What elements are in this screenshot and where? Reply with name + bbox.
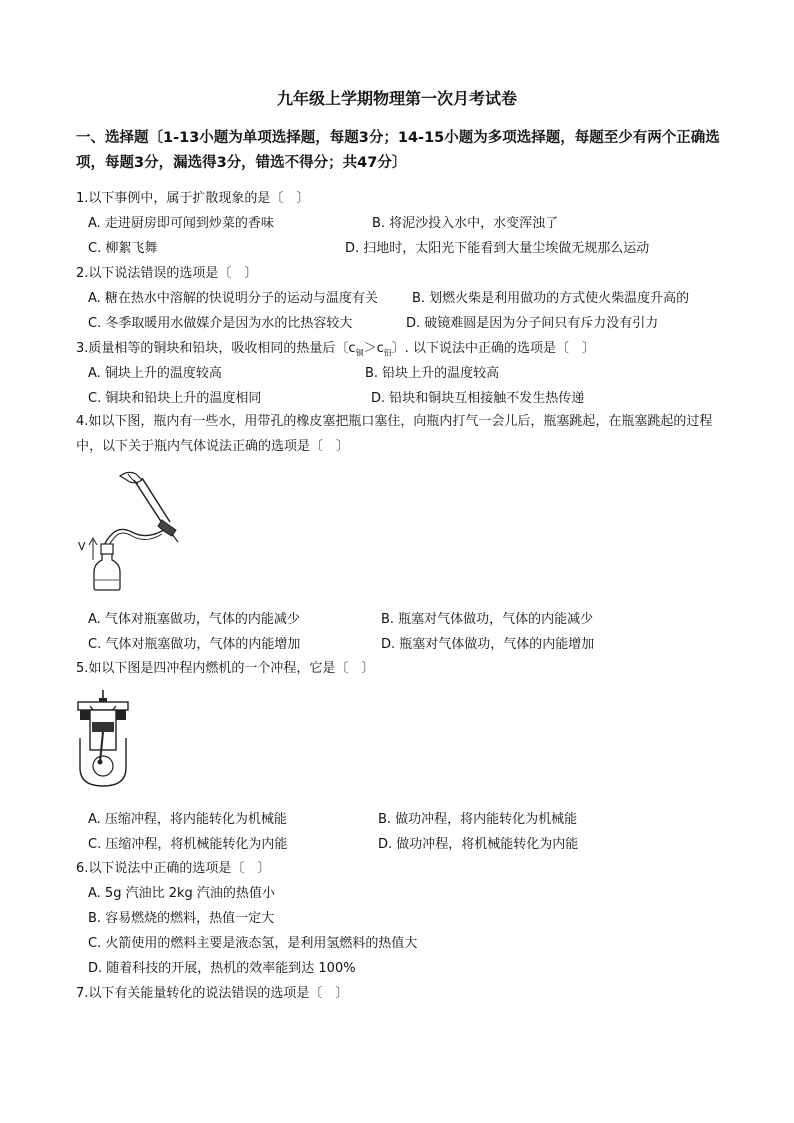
q6-option-c: C. 火箭使用的燃料主要是液态氢，是利用氢燃料的热值大 — [88, 936, 418, 951]
bottle-pump-figure — [76, 470, 186, 592]
q3-option-d: D. 铅块和铜块互相接触不发生热传递 — [371, 391, 585, 406]
q2-option-b: B. 划燃火柴是利用做功的方式使火柴温度升高的 — [412, 291, 690, 306]
q3-option-a: A. 铜块上升的温度较高 — [88, 366, 222, 381]
q3-sub-copper: 铜 — [355, 348, 364, 358]
q1-stem: 1.以下事例中，属于扩散现象的是〔 〕 — [76, 191, 310, 206]
q4-option-b: B. 瓶塞对气体做功，气体的内能减少 — [381, 612, 594, 627]
q4-option-a: A. 气体对瓶塞做功，气体的内能减少 — [88, 612, 300, 627]
q3-stem-post: 〕. 以下说法中正确的选项是〔 〕 — [391, 341, 595, 356]
q1-option-b: B. 将泥沙投入水中，水变浑浊了 — [372, 216, 559, 231]
q4-stem: 4.如以下图，瓶内有一些水，用带孔的橡皮塞把瓶口塞住，向瓶内打气一会儿后，瓶塞跳起，在瓶塞跳起的过程中，以下关于瓶内气体说法正确的选项是〔 〕 — [76, 414, 713, 454]
q5-option-b: B. 做功冲程，将内能转化为机械能 — [378, 812, 578, 827]
q3-stem — [76, 337, 595, 359]
q5-stem: 5.如以下图是四冲程内燃机的一个冲程，它是〔 〕 — [76, 661, 375, 676]
q6-option-b: B. 容易燃烧的燃料，热值一定大 — [88, 911, 275, 926]
exam-title: 九年级上学期物理第一次月考试卷 — [276, 89, 517, 108]
q3-sub-lead: 铅 — [383, 348, 392, 358]
q7-stem: 7.以下有关能量转化的说法错误的选项是〔 〕 — [76, 986, 349, 1001]
q1-option-a: A. 走进厨房即可闻到炒菜的香味 — [88, 216, 274, 231]
engine-stroke-figure — [76, 688, 136, 788]
q3-stem-mid: ＞c — [363, 341, 384, 356]
q2-option-c: C. 冬季取暖用水做媒介是因为水的比热容较大 — [88, 316, 353, 331]
q2-option-a: A. 糖在热水中溶解的快说明分子的运动与温度有关 — [88, 291, 378, 306]
q2-option-d: D. 破镜难圆是因为分子间只有斥力没有引力 — [406, 316, 659, 331]
q6-option-a: A. 5g 汽油比 2kg 汽油的热值小 — [88, 886, 275, 901]
q4-option-c: C. 气体对瓶塞做功，气体的内能增加 — [88, 637, 301, 652]
q3-stem-pre: 3.质量相等的铜块和铅块，吸收相同的热量后〔c — [76, 341, 356, 356]
q6-option-d: D. 随着科技的开展，热机的效率能到达 100% — [88, 961, 356, 976]
q5-option-a: A. 压缩冲程，将内能转化为机械能 — [88, 812, 287, 827]
q2-stem: 2.以下说法错误的选项是〔 〕 — [76, 266, 258, 281]
q4-option-d: D. 瓶塞对气体做功，气体的内能增加 — [381, 637, 595, 652]
q5-option-d: D. 做功冲程，将机械能转化为内能 — [378, 837, 579, 852]
q6-stem: 6.以下说法中正确的选项是〔 〕 — [76, 861, 271, 876]
section-heading: 一、选择题〔1-13小题为单项选择题，每题3分；14-15小题为多项选择题，每题至少有两个正确选项，每题3分，漏选得3分，错选不得分；共47分〕 — [76, 130, 720, 171]
q3-option-c: C. 铜块和铅块上升的温度相同 — [88, 391, 262, 406]
q1-option-c: C. 柳絮飞舞 — [88, 241, 158, 256]
q3-option-b: B. 铅块上升的温度较高 — [365, 366, 500, 381]
q5-option-c: C. 压缩冲程，将机械能转化为内能 — [88, 837, 288, 852]
q1-option-d: D. 扫地时，太阳光下能看到大量尘埃做无规那么运动 — [345, 241, 650, 256]
velocity-label: V — [78, 540, 86, 553]
